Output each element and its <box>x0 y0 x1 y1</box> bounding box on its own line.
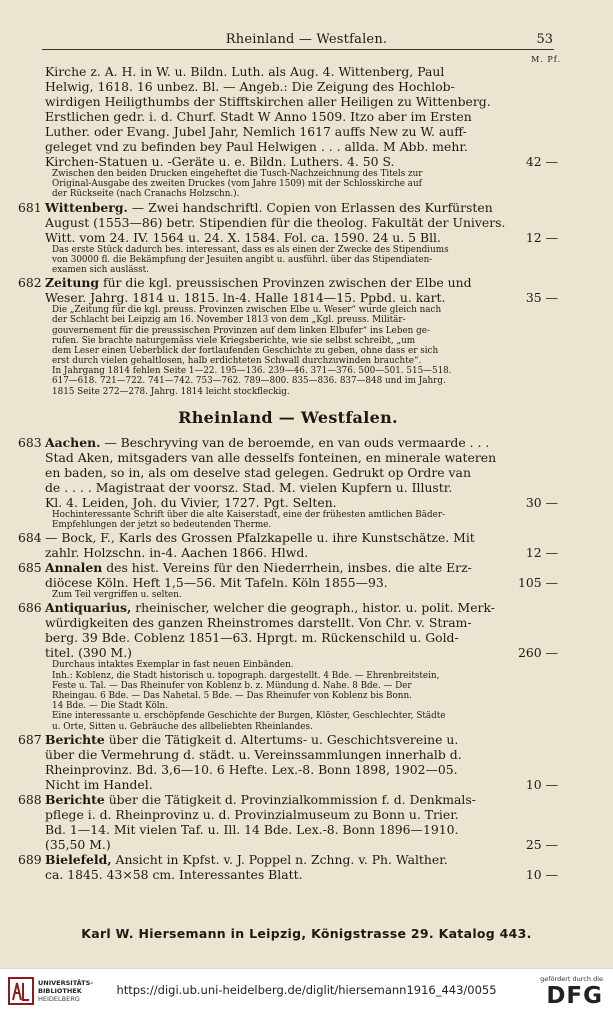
entry-note-line: Eine interessante u. erschöpfende Geschichte der Burgen, Klöster, Geschlechter, Städte <box>52 711 446 722</box>
entry-line: Erstlichen gedr. i. d. Churf. Stadt W Anno 1509. Itzo aber im Ersten <box>45 109 472 124</box>
entry-line: würdigkeiten des ganzen Rheinstromes darstellt. Von Chr. v. Stram- <box>45 615 472 631</box>
entry-headword: Bielefeld, <box>45 851 112 867</box>
entry-line: Zeitung für die kgl. preussischen Provinzen zwischen der Elbe und 682 <box>18 275 472 291</box>
library-name-line2: BIBLIOTHEK <box>38 987 82 995</box>
entry-line: — Bock, F., Karls des Grossen Pfalzkapelle u. ihre Kunstschätze. Mit 684 <box>18 530 475 546</box>
entry-line: Antiquarius, rheinischer, welcher die geograph., histor. u. polit. Merk- 686 <box>18 600 495 616</box>
entry-note-line: Durchaus intaktes Exemplar in fast neuen Einbänden. <box>52 660 294 671</box>
entry-price: 25 — <box>525 836 558 852</box>
entry-number: 682 <box>18 275 42 291</box>
entry-note-line: Rheingau. 6 Bde. — Das Nahetal. 5 Bde. — Das Rheinufer von Koblenz bis Bonn. <box>52 690 412 701</box>
entry-line: (35,50 M.) 25 — <box>45 836 558 852</box>
entry-line: geleget vnd zu befinden bey Paul Helwigen . . . allda. M Abb. mehr. <box>45 139 468 154</box>
entry-line: Berichte über die Tätigkeit d. Altertums- u. Geschichtsvereine u. 687 <box>18 731 459 747</box>
entry-note-line: dem Leser einen Ueberblick der fortlaufenden Geschichte zu geben, ohne dass er sich <box>52 345 439 356</box>
entry-line: wirdigen Heiligthumbs der Stifftskirchen aller Heiligen zu Wittenberg. <box>45 94 491 109</box>
catalog-entry <box>18 435 558 530</box>
entries-top <box>18 64 558 397</box>
entry-number: 681 <box>18 199 42 215</box>
entries-bottom <box>18 435 558 882</box>
entry-price: 260 — <box>518 645 558 661</box>
catalog-imprint: Karl W. Hiersemann in Leipzig, Königstrasse 29. Katalog 443. <box>81 926 532 941</box>
entry-line: Kirche z. A. H. in W. u. Bildn. Luth. als Aug. 4. Wittenberg, Paul <box>45 64 445 79</box>
entry-price: 30 — <box>525 494 558 510</box>
catalog-entry <box>18 600 558 731</box>
entry-number: 689 <box>18 851 42 867</box>
library-name-line1: UNIVERSITÄTS- <box>38 979 93 987</box>
dfg-logo[interactable] <box>511 975 603 1009</box>
page-number: 53 <box>536 32 553 47</box>
catalog-entry <box>18 200 558 276</box>
page-header <box>0 32 613 50</box>
catalog-entry <box>18 852 558 882</box>
funder-name: DFG <box>546 983 603 1009</box>
entry-line: Kirchen-Statuen u. -Geräte u. e. Bildn. Luthers. 4. 50 S. 42 — <box>45 154 558 169</box>
entry-note-line: Feste u. Tal. — Das Rheinufer von Koblenz b. z. Mündung d. Nahe. 8 Bde. — Der <box>52 680 412 691</box>
entry-price: 35 — <box>525 290 558 306</box>
entry-number: 688 <box>18 791 42 807</box>
viewer-footer-bar <box>0 968 613 1014</box>
entry-headword: Antiquarius, <box>45 600 132 616</box>
entry-note-line: Die „Zeitung für die kgl. preuss. Provinzen zwischen Elbe u. Weser“ wurde gleich nach <box>52 305 442 316</box>
page-url-link[interactable]: https://digi.ub.uni-heidelberg.de/diglit/hiersemann1916_443/0055 <box>116 983 497 997</box>
entry-number: 685 <box>18 560 42 576</box>
running-title: Rheinland — Westfalen. <box>225 32 388 47</box>
entry-headword: Annalen <box>45 560 103 576</box>
entry-headword: Berichte <box>45 791 105 807</box>
catalog-entry <box>18 275 558 397</box>
entry-number: 687 <box>18 731 42 747</box>
entry-note-line: Original-Ausgabe des zweiten Druckes (vom Jahre 1509) mit der Schlosskirche auf <box>52 179 422 190</box>
entry-line: Rheinprovinz. Bd. 3,6—10. 6 Hefte. Lex.-8. Bonn 1898, 1902—05. <box>45 761 458 777</box>
entry-line: Nicht im Handel. 10 — <box>45 776 558 792</box>
entry-line: Bielefeld, Ansicht in Kpfst. v. J. Poppel n. Zchng. v. Ph. Walther. 689 <box>18 851 448 867</box>
entry-price: 12 — <box>525 545 558 561</box>
entry-price: 105 — <box>518 575 558 591</box>
section-title: Rheinland — Westfalen. <box>178 407 398 427</box>
entry-line: Aachen. — Beschryving van de beroemde, en van ouds vermaarde . . . 683 <box>18 434 490 450</box>
entry-line: Weser. Jahrg. 1814 u. 1815. ln-4. Halle 1814—15. Ppbd. u. kart. 35 — <box>45 290 558 306</box>
entry-price: 12 — <box>525 229 558 245</box>
entry-line: de . . . . Magistraat der voorsz. Stad. M. vielen Kupfern u. Illustr. <box>45 479 453 495</box>
entry-note-line: erst durch vielen gehaltlosen, halb erdichteten Schwall durchzuwinden brauchte“. <box>52 356 422 367</box>
entry-note-line: 1815 Seite 272—278. Jahrg. 1814 leicht stockfleckig. <box>52 386 290 397</box>
entry-line: August (1553—86) betr. Stipendien für die theolog. Fakultät der Univers. <box>45 214 506 230</box>
entry-line: en baden, so in, als om deselve stad gelegen. Gedrukt op Ordre van <box>45 464 471 480</box>
entry-line: pflege i. d. Rheinprovinz u. d. Provinzialmuseum zu Bonn u. Trier. <box>45 806 459 822</box>
catalog-entry <box>18 530 558 560</box>
entry-line: Berichte über die Tätigkeit d. Provinzialkommission f. d. Denkmals- 688 <box>18 791 476 807</box>
entry-line: Witt. vom 24. IV. 1564 u. 24. X. 1584. Fol. ca. 1590. 24 u. 5 Bll. 12 — <box>45 229 558 245</box>
entry-line: ca. 1845. 43×58 cm. Interessantes Blatt. 10 — <box>45 866 558 882</box>
entry-note-line: gouvernement für die preussischen Provinzen auf dem linken Elbufer“ ins Leben ge- <box>52 325 430 336</box>
catalog-entry <box>18 560 558 600</box>
entry-line: Helwig, 1618. 16 unbez. Bl. — Angeb.: Die Zeigung des Hochlob- <box>45 79 455 94</box>
catalog-content <box>18 64 558 882</box>
entry-number: 686 <box>18 600 42 616</box>
entry-line: diöcese Köln. Heft 1,5—56. Mit Tafeln. Köln 1855—93. 105 — <box>45 575 558 591</box>
entry-note-line: u. Orte, Sitten u. Gebräuche des allbeliebten Rheinlandes. <box>52 721 313 732</box>
entry-line: titel. (390 M.) 260 — <box>45 645 558 661</box>
entry-note-line: 617—618. 721—722. 741—742. 753—762. 789—800. 835—836. 837—848 und im Jahrg. <box>52 376 446 387</box>
entry-number: 683 <box>18 434 42 450</box>
header-rule <box>42 49 554 50</box>
entry-note-line: In Jahrgang 1814 fehlen Seite 1—22. 195—136. 239—46. 371—376. 500—501. 515—518. <box>52 366 452 377</box>
entry-line: zahlr. Holzschn. in-4. Aachen 1866. Hlwd. 12 — <box>45 545 558 561</box>
catalog-entry <box>18 792 558 852</box>
entry-line: Kl. 4. Leiden, Joh. du Vivier, 1727. Pgt. Selten. 30 — <box>45 494 558 510</box>
entry-line: über die Vermehrung d. städt. u. Vereinssammlungen innerhalb d. <box>45 746 462 762</box>
entry-note-line: der Schlacht bei Leipzig am 16. November 1813 von dem „Kgl. preuss. Militär- <box>52 315 406 326</box>
entry-note-line: von 30000 fl. die Bekämpfung der Jesuiten angibt u. ausführl. über das Stipendiaten- <box>52 254 433 265</box>
entry-note-line: Zum Teil vergriffen u. selten. <box>52 590 182 601</box>
entry-number: 684 <box>18 530 42 546</box>
entry-note-line: Empfehlungen der jetzt so bedeutenden Therme. <box>52 520 272 530</box>
entry-line: Wittenberg. — Zwei handschriftl. Copien von Erlassen des Kurfürsten 681 <box>18 199 493 215</box>
catalog-entry <box>18 732 558 792</box>
entry-line: Bd. 1—14. Mit vielen Taf. u. Ill. 14 Bde. Lex.-8. Bonn 1896—1910. <box>45 821 459 837</box>
entry-note-line: 14 Bde. — Die Stadt Köln. <box>52 701 169 712</box>
entry-note-line: der Rückseite (nach Cranachs Holzschn.). <box>52 189 240 200</box>
entry-note-line: Inh.: Koblenz, die Stadt historisch u. topograph. dargestellt. 4 Bde. — Ehrenbreitstein, <box>52 670 440 681</box>
price-column-header: M. Pf. <box>531 55 561 64</box>
entry-price: 10 — <box>525 776 558 792</box>
entry-note-line: Zwischen den beiden Drucken eingeheftet die Tusch-Nachzeichnung des Titels zur <box>52 169 423 179</box>
entry-headword: Wittenberg. <box>45 199 128 215</box>
entry-line: Annalen des hist. Vereins für den Niederrhein, insbes. die alte Erz- 685 <box>18 560 472 576</box>
entry-price: 42 — <box>525 154 558 169</box>
entry-note-line: rufen. Sie brachte naturgemäss viele Kriegsberichte, wie sie selbst schreibt, „um <box>52 335 416 346</box>
entry-headword: Berichte <box>45 731 105 747</box>
funder-caption: gefördert durch die <box>540 975 603 983</box>
library-name-line3: HEIDELBERG <box>38 995 80 1003</box>
entry-line: Stad Aken, mitsgaders van alle desselfs fonteinen, en minerale wateren <box>45 449 497 465</box>
catalog-entry <box>18 64 558 200</box>
entry-note-line: examen sich auslässt. <box>52 264 149 275</box>
entry-headword: Aachen. <box>45 434 101 450</box>
entry-headword: Zeitung <box>45 275 100 291</box>
entry-note-line: Hochinteressante Schrift über die alte Kaiserstadt, eine der frühesten amtlichen Bäder- <box>52 509 446 520</box>
entry-line: berg. 39 Bde. Coblenz 1851—63. Hprgt. m. Rückenschild u. Gold- <box>45 630 459 646</box>
entry-price: 10 — <box>525 866 558 882</box>
entry-note-line: Das erste Stück dadurch bes. interessant, dass es als einen der Zwecke des Stipendiums <box>52 244 449 255</box>
entry-line: Luther. oder Evang. Jubel Jahr, Nemlich 1617 auffs New zu W. auff- <box>45 124 467 139</box>
